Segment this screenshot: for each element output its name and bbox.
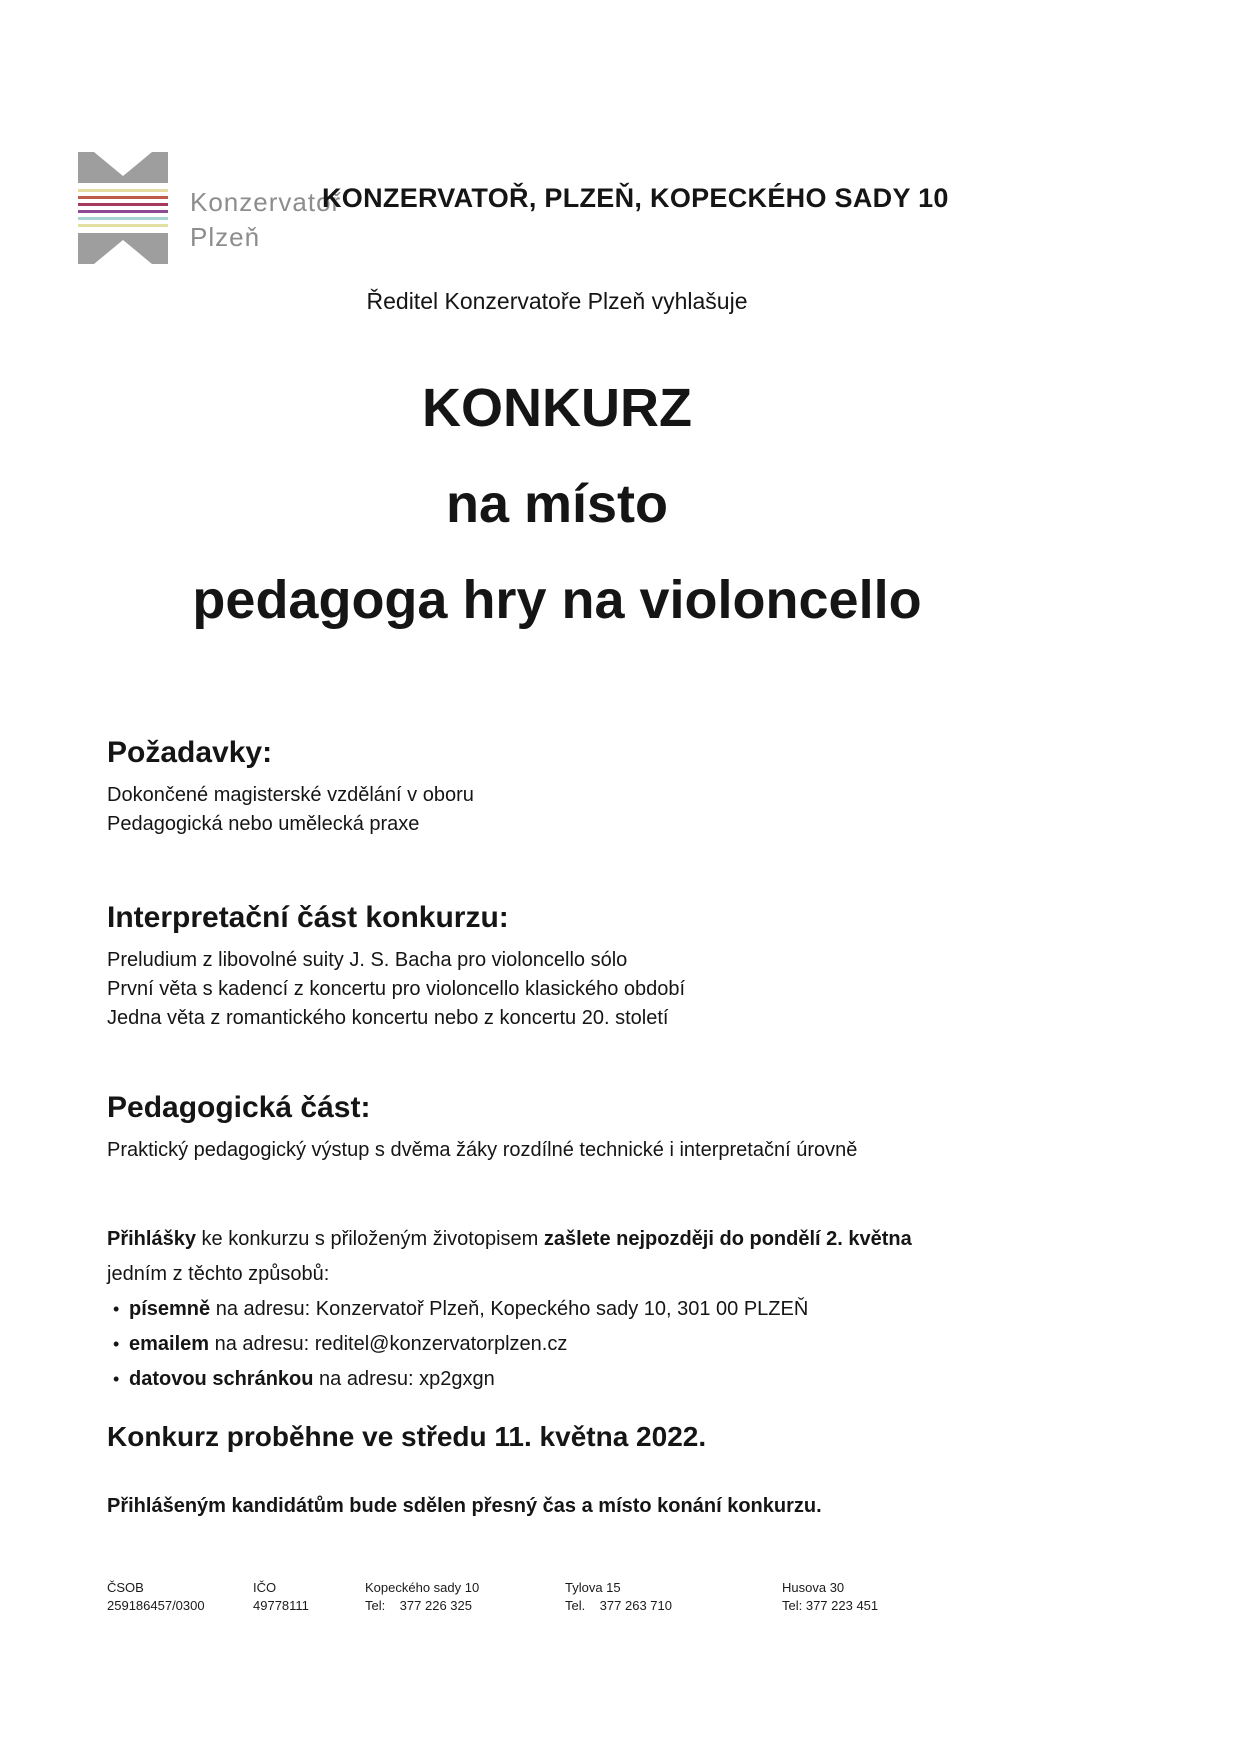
section-heading: Interpretační část konkurzu:: [107, 901, 509, 934]
brand-block: [78, 152, 341, 264]
letterhead-title: KONZERVATOŘ, PLZEŇ, KOPECKÉHO SADY 10: [322, 183, 949, 213]
footer-ico-label: IČO: [253, 1580, 277, 1595]
application-method-written: [107, 1292, 1047, 1327]
footer-col-address3: [782, 1579, 1137, 1615]
application-intro-bold2: zašlete nejpozději do pondělí 2. května: [543, 1228, 912, 1250]
conservatory-logo-icon: [78, 152, 168, 264]
application-intro-mid: ke konkurzu s přiloženým životopisem: [195, 1228, 544, 1250]
footer-bank-name: ČSOB: [107, 1580, 144, 1595]
logo-stripe: [78, 203, 168, 206]
section-requirements: [107, 733, 1027, 839]
application-intro-bold1: Přihlášky: [107, 1228, 196, 1250]
bullet-icon: •: [113, 1334, 120, 1354]
application-method-databox: [107, 1362, 1047, 1397]
application-method-email: [107, 1327, 1047, 1362]
section-heading: Požadavky:: [107, 736, 273, 769]
application-instructions: [107, 1222, 1047, 1397]
logo-stripe: [78, 217, 168, 220]
footer-col-address2: [565, 1579, 782, 1615]
section-line: Pedagogická nebo umělecká praxe: [107, 813, 420, 835]
section-line: Dokončené magisterské vzdělání v oboru: [107, 784, 474, 806]
logo-wordmark-line1: Konzervatoř: [190, 187, 342, 217]
footer-col-bank: [107, 1579, 253, 1615]
announcement-title-line2: na místo: [445, 474, 669, 534]
bullet-icon: •: [113, 1299, 120, 1319]
section-line: Praktický pedagogický výstup s dvěma žáky rozdílné technické i interpretační úrovně: [107, 1139, 858, 1161]
method-term: emailem: [129, 1333, 210, 1355]
section-line: Jedna věta z romantického koncertu nebo z koncertu 20. století: [107, 1007, 669, 1029]
footer-col-ico: [253, 1579, 365, 1615]
footer-phone3: Tel: 377 223 451: [782, 1598, 879, 1613]
application-intro-line2: jedním z těchto způsobů:: [107, 1263, 330, 1285]
footer-address2: Tylova 15: [565, 1580, 621, 1595]
footer-address1: Kopeckého sady 10: [365, 1580, 480, 1595]
announcement-title: [107, 360, 1007, 648]
logo-stripe: [78, 196, 168, 199]
section-line: První věta s kadencí z koncertu pro violoncello klasického období: [107, 978, 686, 1000]
logo-stripe: [78, 224, 168, 227]
method-detail: na adresu: xp2gxgn: [313, 1368, 495, 1390]
method-detail: na adresu: reditel@konzervatorplzen.cz: [209, 1333, 568, 1355]
announcement-title-line1: KONKURZ: [422, 378, 692, 438]
method-term: datovou schránkou: [129, 1368, 314, 1390]
application-intro-line: [107, 1222, 1047, 1257]
logo-wordmark-line2: Plzeň: [190, 222, 261, 252]
logo-stripes: [78, 189, 168, 227]
footer-address3: Husova 30: [782, 1580, 845, 1595]
footer-bank-account: 259186457/0300: [107, 1598, 205, 1613]
logo-stripe: [78, 210, 168, 213]
footer-phone1: Tel: 377 226 325: [365, 1598, 472, 1613]
section-heading: Pedagogická část:: [107, 1091, 371, 1124]
candidates-note: Přihlášeným kandidátům bude sdělen přesný čas a místo konání konkurzu.: [107, 1495, 822, 1517]
announcement-intro: Ředitel Konzervatoře Plzeň vyhlašuje: [366, 288, 748, 314]
audition-date-heading: Konkurz proběhne ve středu 11. května 2022.: [107, 1421, 707, 1452]
logo-stripe: [78, 189, 168, 192]
footer-ico-number: 49778111: [253, 1598, 309, 1613]
letterhead-footer: [107, 1579, 1137, 1615]
method-term: písemně: [129, 1298, 211, 1320]
announcement-title-line3: pedagoga hry na violoncello: [192, 570, 922, 630]
footer-col-address1: [365, 1579, 565, 1615]
section-line: Preludium z libovolné suity J. S. Bacha pro violoncello sólo: [107, 949, 628, 971]
footer-phone2: Tel. 377 263 710: [565, 1598, 672, 1613]
section-interpretation: [107, 898, 1027, 1033]
method-detail: na adresu: Konzervatoř Plzeň, Kopeckého sady 10, 301 00 PLZEŇ: [210, 1298, 809, 1320]
bullet-icon: •: [113, 1369, 120, 1389]
section-pedagogical: [107, 1088, 1027, 1165]
logo-wordmark: [168, 152, 341, 264]
